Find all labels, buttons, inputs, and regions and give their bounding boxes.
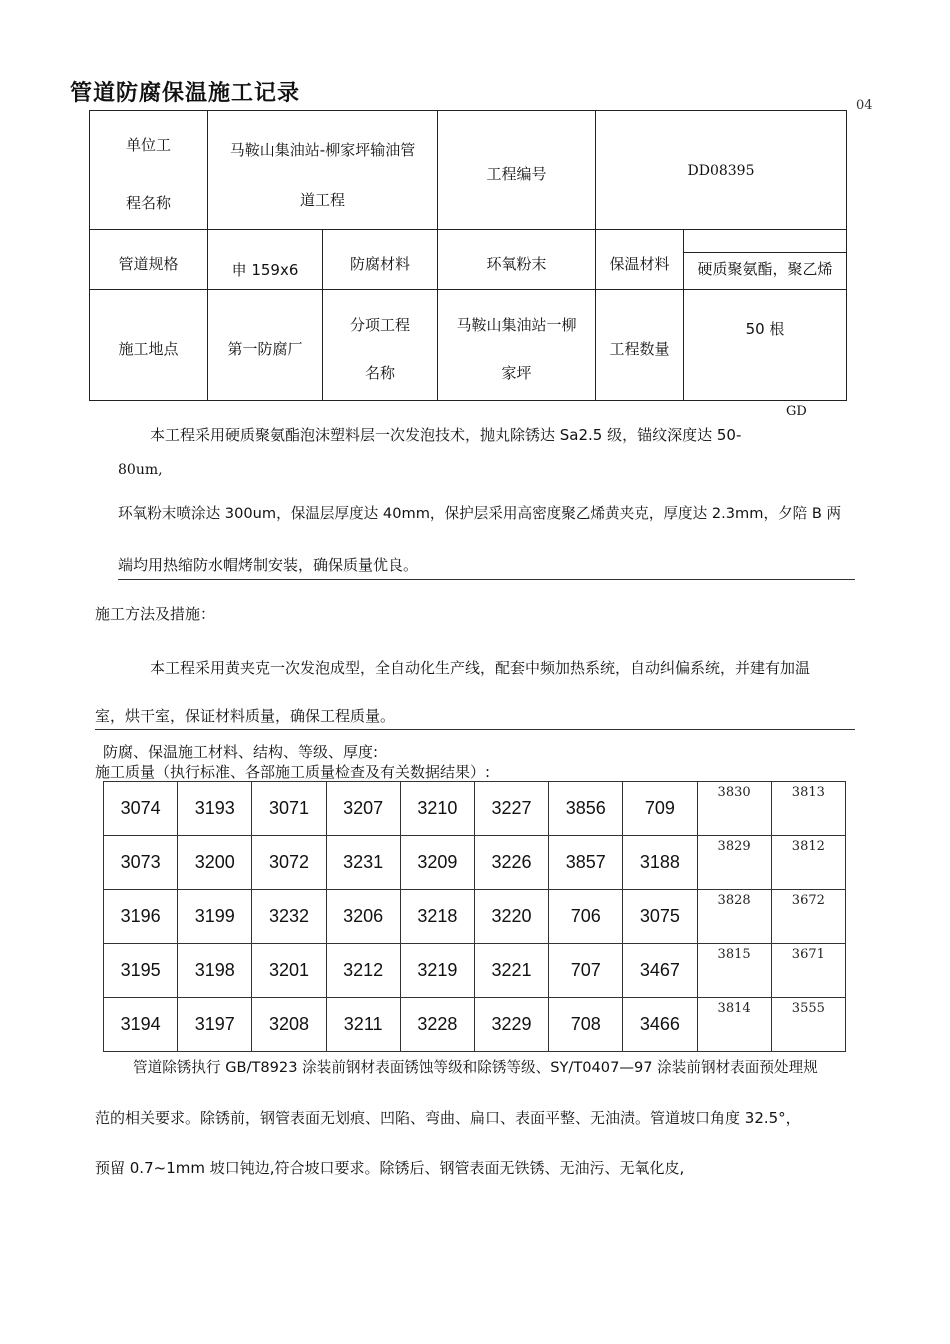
table-cell: 3671: [771, 944, 845, 998]
intro-line-3: 环氧粉末喷涂达 300um，保温层厚度达 40mm，保护层采用高密度聚乙烯黄夹克，厚度达 2.3mm，夕陪 B 两: [118, 505, 842, 522]
table-row: [104, 998, 846, 1052]
table-cell: 3812: [771, 836, 845, 890]
quantity: 50 根: [745, 320, 785, 338]
table-cell: 3072: [252, 836, 326, 890]
table-cell: 3467: [623, 944, 697, 998]
table-cell: 3830: [697, 782, 771, 836]
table-cell: 3231: [326, 836, 400, 890]
pipe-spec-label: 管道规格: [118, 255, 179, 273]
table-cell: 3466: [623, 998, 697, 1052]
gd-mark: GD: [786, 404, 807, 419]
pipe-number-table: [103, 781, 846, 1052]
page-title: 管道防腐保温施工记录: [70, 81, 301, 106]
footer-line-1: 管道除锈执行 GB/T8923 涂装前钢材表面锈蚀等级和除锈等级、SY/T0407—97 涂装前钢材表面预处理规: [133, 1059, 818, 1076]
table-cell: 3211: [326, 998, 400, 1052]
page-number: 04: [856, 98, 873, 113]
table-row: [104, 782, 846, 836]
table-cell: 3219: [400, 944, 474, 998]
unit-name-label: 单位工: [125, 136, 171, 154]
table-cell: 3226: [474, 836, 548, 890]
quality-heading: 施工质量（执行标准、各部施工质量检查及有关数据结果）:: [95, 763, 491, 781]
table-cell: 3209: [400, 836, 474, 890]
table-cell: 3221: [474, 944, 548, 998]
table-cell: 3672: [771, 890, 845, 944]
table-row: [104, 890, 846, 944]
table-cell: 3206: [326, 890, 400, 944]
intro-line-1: 本工程采用硬质聚氨酯泡沫塑料层一次发泡技术，抛丸除锈达 Sa2.5 级，锚纹深度达 50-: [150, 426, 742, 444]
anticorrosion-material-label: 防腐材料: [349, 255, 410, 273]
divider: [95, 729, 855, 730]
insulation-material-label: 保温材料: [609, 255, 670, 273]
table-cell: 3075: [623, 890, 697, 944]
table-cell: 3815: [697, 944, 771, 998]
table-row: [104, 944, 846, 998]
table-cell: 3071: [252, 782, 326, 836]
sub-project-line2: 家坪: [501, 364, 532, 382]
anticorrosion-material: 环氧粉末: [486, 255, 547, 273]
table-cell: 708: [549, 998, 623, 1052]
table-cell: 3814: [697, 998, 771, 1052]
method-line-1: 本工程采用黄夹克一次发泡成型，全自动化生产线，配套中频加热系统，自动纠偏系统，并建有加温: [150, 659, 811, 677]
table-cell: 3195: [104, 944, 178, 998]
unit-name-label-line2: 程名称: [125, 194, 171, 212]
table-cell: 3856: [549, 782, 623, 836]
divider: [118, 579, 855, 580]
table-cell: 3073: [104, 836, 178, 890]
table-cell: 3193: [178, 782, 252, 836]
table-cell: 3212: [326, 944, 400, 998]
table-cell: 3201: [252, 944, 326, 998]
table-cell: 3220: [474, 890, 548, 944]
footer-line-2: 范的相关要求。除锈前，钢管表面无划痕、凹陷、弯曲、扁口、表面平整、无油渍。管道坡口角度 32.5°，: [95, 1109, 801, 1127]
sub-project-label: 分项工程: [349, 316, 410, 334]
project-name: 马鞍山集油站-柳家坪输油管: [229, 141, 416, 159]
table-cell: 3218: [400, 890, 474, 944]
table-cell: 3229: [474, 998, 548, 1052]
project-no-label: 工程编号: [486, 165, 547, 183]
table-cell: 709: [623, 782, 697, 836]
insulation-material: 硬质聚氨酯，聚乙烯: [697, 260, 833, 278]
table-cell: 3188: [623, 836, 697, 890]
quantity-label: 工程数量: [609, 340, 670, 358]
project-no: DD08395: [687, 163, 755, 179]
table-cell: 3074: [104, 782, 178, 836]
materials-heading: 防腐、保温施工材料、结构、等级、厚度:: [103, 743, 379, 761]
table-cell: 3198: [178, 944, 252, 998]
intro-line-4: 端均用热缩防水帽烤制安装，确保质量优良。: [118, 556, 419, 574]
table-cell: 707: [549, 944, 623, 998]
site: 第一防腐厂: [227, 340, 303, 358]
table-cell: 3555: [771, 998, 845, 1052]
table-cell: 3197: [178, 998, 252, 1052]
table-cell: 3207: [326, 782, 400, 836]
sub-project: 马鞍山集油站一柳: [456, 316, 577, 334]
table-cell: 3210: [400, 782, 474, 836]
table-cell: 3813: [771, 782, 845, 836]
table-cell: 3857: [549, 836, 623, 890]
project-name-line2: 道工程: [299, 191, 345, 209]
table-cell: 3829: [697, 836, 771, 890]
table-cell: 3228: [400, 998, 474, 1052]
intro-line-2: 80um,: [118, 462, 163, 478]
method-line-2: 室，烘干室，保证材料质量，确保工程质量。: [95, 707, 396, 725]
table-cell: 3200: [178, 836, 252, 890]
table-cell: 3208: [252, 998, 326, 1052]
method-heading: 施工方法及措施：: [95, 605, 216, 623]
table-row: [104, 836, 846, 890]
table-cell: 3227: [474, 782, 548, 836]
site-label: 施工地点: [118, 340, 179, 358]
table-cell: 3199: [178, 890, 252, 944]
pipe-spec: 申 159x6: [231, 261, 299, 279]
table-cell: 3194: [104, 998, 178, 1052]
footer-line-3: 预留 0.7~1mm 坡口钝边,符合坡口要求。除锈后、钢管表面无铁锈、无油污、无氧化皮,: [95, 1159, 685, 1177]
table-cell: 3232: [252, 890, 326, 944]
table-cell: 3828: [697, 890, 771, 944]
table-cell: 3196: [104, 890, 178, 944]
sub-project-label-line2: 名称: [364, 364, 395, 382]
table-cell: 706: [549, 890, 623, 944]
